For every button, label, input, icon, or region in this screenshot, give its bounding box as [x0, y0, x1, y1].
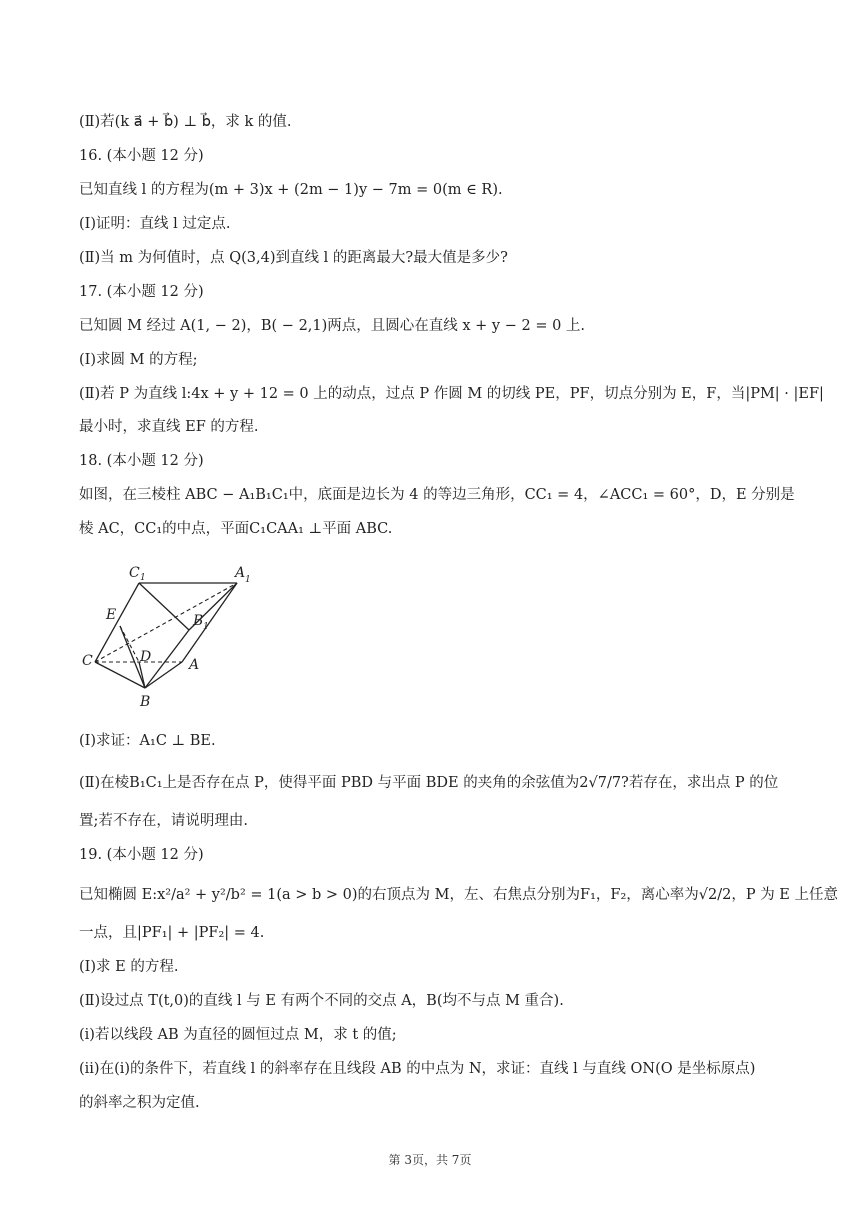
q18-heading: 18. (本小题 12 分): [79, 453, 204, 469]
label-b1-sub: 1: [203, 622, 209, 632]
edge-b1-b: [145, 630, 189, 688]
label-c: C: [82, 653, 93, 669]
page-footer: 第 3页，共 7页: [388, 1153, 472, 1167]
q17-part2-line2: 最小时，求直线 EF 的方程.: [79, 419, 259, 435]
q18-part2-line1: (Ⅱ)在棱B₁C₁上是否存在点 P，使得平面 PBD 与平面 BDE 的夹角的余弦值为2√7/7?若存在，求出点 P 的位: [79, 775, 779, 791]
edge-b-a: [145, 662, 182, 688]
q16-part2: (Ⅱ)当 m 为何值时，点 Q(3,4)到直线 l 的距离最大?最大值是多少?: [79, 250, 508, 266]
label-a1-sub: 1: [245, 575, 251, 585]
q18-stem-line2: 棱 AC，CC₁的中点，平面C₁CAA₁ ⊥平面 ABC.: [79, 521, 393, 537]
q19-stem-line2: 一点，且|PF₁| + |PF₂| = 4.: [79, 925, 265, 941]
q17-stem: 已知圆 M 经过 A(1, − 2)，B( − 2,1)两点，且圆心在直线 x + y − 2 = 0 上.: [79, 318, 586, 334]
prism-figure: [77, 556, 267, 716]
q15-part2: (Ⅱ)若(k a⃗ + b⃗) ⊥ b⃗，求 k 的值.: [79, 114, 292, 130]
q17-part1: (Ⅰ)求圆 M 的方程;: [79, 352, 198, 368]
q19-part1: (Ⅰ)求 E 的方程.: [79, 959, 179, 975]
q18-part1: (Ⅰ)求证：A₁C ⊥ BE.: [79, 733, 216, 749]
q19-part2-ii-line1: (ⅱ)在(ⅰ)的条件下，若直线 l 的斜率存在且线段 AB 的中点为 N，求证：直线 l 与直线 ON(O 是坐标原点): [79, 1061, 756, 1077]
q19-stem-line1: 已知椭圆 E:x²/a² + y²/b² = 1(a > b > 0)的右顶点为 M，左、右焦点分别为F₁，F₂，离心率为√2/2，P 为 E 上任意: [79, 887, 839, 903]
q16-stem: 已知直线 l 的方程为(m + 3)x + (2m − 1)y − 7m = 0(m ∈ R).: [79, 182, 503, 198]
edge-c-b: [95, 662, 145, 688]
label-d: D: [140, 649, 152, 665]
label-a1: A: [235, 565, 246, 581]
edge-c1-b1: [139, 583, 189, 630]
label-c1: C: [129, 565, 140, 581]
q16-part1: (Ⅰ)证明：直线 l 过定点.: [79, 216, 231, 232]
q17-part2-line1: (Ⅱ)若 P 为直线 l:4x + y + 12 = 0 上的动点，过点 P 作圆 M 的切线 PE，PF，切点分别为 E，F，当|PM| · |EF|: [79, 386, 824, 402]
q19-part2: (Ⅱ)设过点 T(t,0)的直线 l 与 E 有两个不同的交点 A，B(均不与点 M 重合).: [79, 993, 564, 1009]
q16-heading: 16. (本小题 12 分): [79, 148, 204, 164]
label-e: E: [106, 607, 117, 623]
label-a: A: [189, 657, 200, 673]
edge-a1-a: [182, 583, 237, 662]
label-b1: B: [193, 613, 204, 629]
q19-part2-ii-line2: 的斜率之积为定值.: [79, 1095, 200, 1111]
label-c1-sub: 1: [140, 573, 146, 583]
q18-part2-line2: 置;若不存在，请说明理由.: [79, 813, 248, 829]
q17-heading: 17. (本小题 12 分): [79, 284, 204, 300]
label-b: B: [140, 694, 151, 710]
q19-heading: 19. (本小题 12 分): [79, 847, 204, 863]
q18-stem-line1: 如图，在三棱柱 ABC − A₁B₁C₁中，底面是边长为 4 的等边三角形，CC₁ = 4，∠ACC₁ = 60°，D，E 分别是: [79, 487, 795, 503]
q19-part2-i: (ⅰ)若以线段 AB 为直径的圆恒过点 M，求 t 的值;: [79, 1027, 397, 1043]
